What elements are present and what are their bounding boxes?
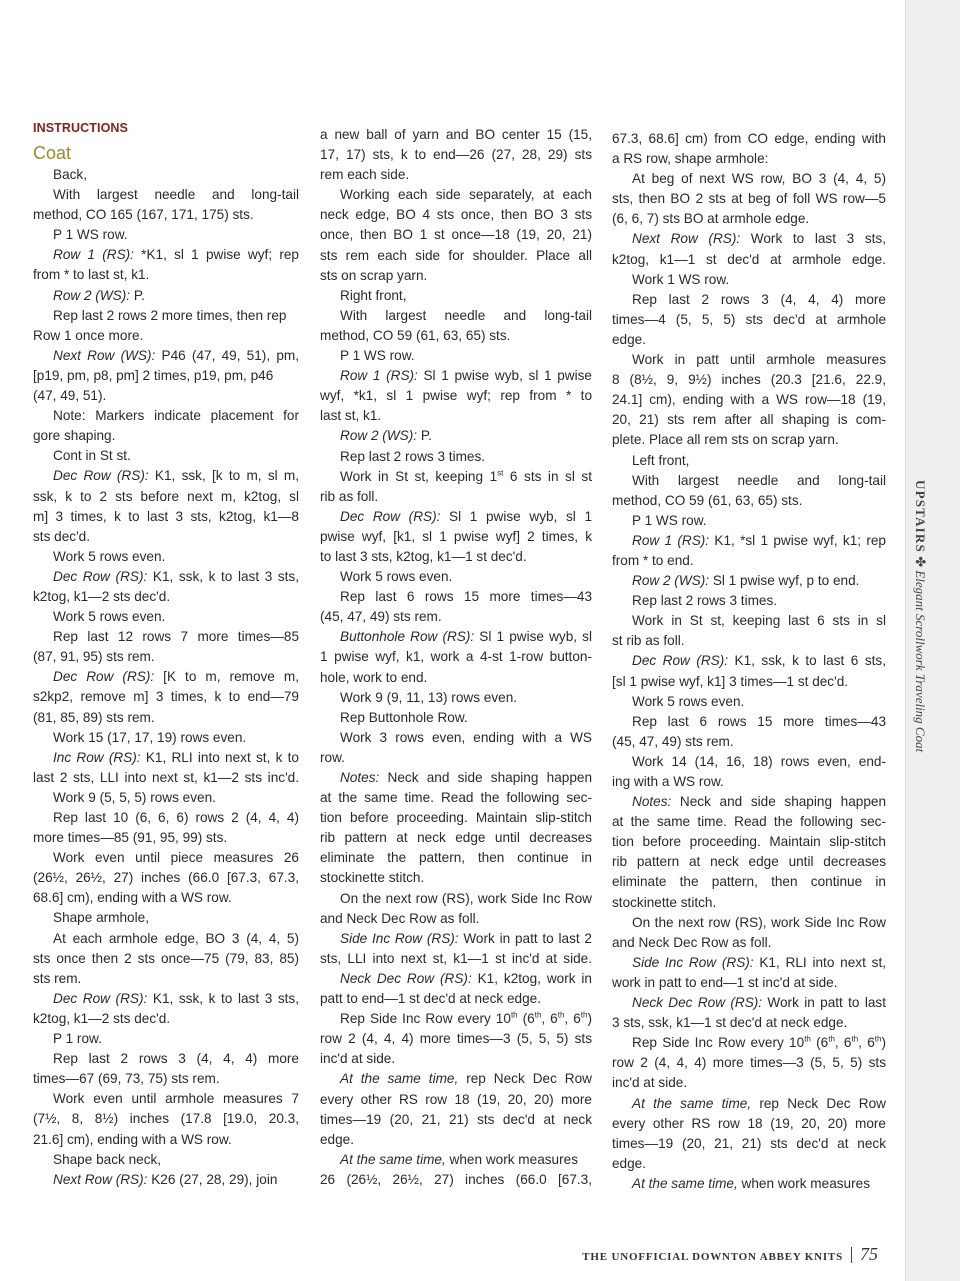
- text-line: eliminate the pattern, then continue in: [320, 850, 592, 866]
- text-line: Work in St st, keeping 1st 6 sts in sl st: [340, 468, 592, 484]
- text-line: a RS row, shape armhole:: [612, 151, 769, 167]
- text-line: and Neck Dec Row as foll.: [320, 910, 480, 926]
- text-line: 20, 21) sts rem after all shaping is com-: [612, 412, 886, 428]
- text-line: Row 1 (RS): *K1, sl 1 pwise wyf; rep: [53, 247, 299, 263]
- text-line: rib pattern at neck edge until decreases: [612, 854, 886, 870]
- text-line: Rep last 2 rows 2 more times, then rep: [53, 307, 287, 323]
- text-line: once, then BO 1 st once—18 (19, 20, 21): [320, 227, 592, 243]
- text-line: at the same time. Read the following sec-: [612, 814, 886, 830]
- text-line: Dec Row (RS): [K to m, remove m,: [53, 669, 299, 685]
- text-line: edge.: [320, 1131, 355, 1147]
- text-line: plete. Place all rem sts on scrap yarn.: [612, 432, 839, 448]
- text-line: ing with a WS row.: [612, 774, 724, 789]
- text-line: Rep last 2 rows 3 (4, 4, 4) more: [53, 1051, 299, 1067]
- side-title-part2: Elegant Scrollwork Traveling Coat: [913, 570, 928, 753]
- text-line: Shape back neck,: [53, 1151, 162, 1167]
- text-line: Work 9 (9, 11, 13) rows even.: [340, 689, 518, 705]
- text-line: Work 9 (5, 5, 5) rows even.: [53, 789, 216, 805]
- text-line: Buttonhole Row (RS): Sl 1 pwise wyb, sl: [340, 629, 592, 645]
- text-line: Note: Markers indicate placement for: [53, 408, 299, 424]
- text-line: gore shaping.: [33, 428, 116, 444]
- text-line: With largest needle and long-tail: [340, 307, 592, 323]
- text-column-2: [320, 125, 592, 1190]
- text-line: 21.6] cm), ending with a WS row.: [33, 1131, 232, 1147]
- text-line: [sl 1 pwise wyf, k1] 3 times—1 st dec'd.: [612, 673, 849, 689]
- text-line: Side Inc Row (RS): K1, RLI into next st,: [632, 954, 886, 970]
- text-line: pwise wyf, [k1, sl 1 pwise wyf] 2 times, k: [320, 528, 592, 544]
- text-line: Right front,: [340, 287, 407, 303]
- text-line: Rep last 12 rows 7 more times—85: [53, 629, 299, 645]
- text-line: Work in patt until armhole measures: [632, 352, 886, 368]
- text-line: Dec Row (RS): K1, ssk, k to last 3 sts,: [53, 990, 299, 1006]
- text-line: last st, k1.: [320, 408, 382, 424]
- text-line: method, CO 165 (167, 171, 175) sts.: [33, 207, 254, 223]
- text-line: (7½, 8, 8½) inches (17.8 [19.0, 20.3,: [33, 1111, 299, 1127]
- text-line: 68.6] cm), ending with a WS row.: [33, 890, 232, 906]
- text-line: 8 (8½, 9, 9½) inches (20.3 [21.6, 22.9,: [612, 372, 886, 388]
- text-line: Row 1 (RS): Sl 1 pwise wyb, sl 1 pwise: [340, 368, 592, 384]
- text-line: Rep last 6 rows 15 more times—43: [340, 589, 592, 605]
- text-line: Rep last 2 rows 3 times.: [340, 448, 486, 464]
- text-line: P 1 row.: [53, 1031, 102, 1047]
- text-line: Neck Dec Row (RS): Work in patt to last: [632, 995, 886, 1011]
- text-line: Notes: Neck and side shaping happen: [340, 770, 592, 785]
- text-line: method, CO 59 (61, 63, 65) sts.: [612, 492, 803, 508]
- text-line: Work 5 rows even.: [340, 569, 453, 585]
- text-line: at the same time. Read the following sec-: [320, 790, 592, 806]
- text-line: Dec Row (RS): K1, ssk, k to last 6 sts,: [632, 653, 886, 669]
- text-line: row 2 (4, 4, 4) more times—3 (5, 5, 5) sts: [320, 1031, 592, 1047]
- footer-book-title: THE UNOFFICIAL DOWNTON ABBEY KNITS: [582, 1251, 843, 1263]
- text-line: sts on scrap yarn.: [320, 267, 428, 283]
- text-line: inc'd at side.: [612, 1075, 688, 1091]
- text-line: ssk, k to 2 sts before next m, k2tog, sl: [33, 488, 299, 504]
- text-line: sts rem each side for shoulder. Place all: [320, 247, 592, 263]
- text-line: With largest needle and long-tail: [632, 472, 886, 488]
- side-title-part1: UPSTAIRS: [913, 480, 928, 553]
- text-line: stockinette stitch.: [320, 870, 425, 886]
- text-line: 24.1] cm), ending with a WS row—18 (19,: [612, 392, 886, 408]
- text-line: and Neck Dec Row as foll.: [612, 934, 772, 950]
- text-line: Row 2 (WS): P.: [53, 287, 145, 303]
- text-line: Work 1 WS row.: [632, 271, 730, 287]
- text-line: [p19, pm, p8, pm] 2 times, p19, pm, p46: [33, 367, 274, 383]
- text-line: Row 2 (WS): Sl 1 pwise wyf, p to end.: [632, 573, 860, 589]
- text-line: Work 15 (17, 17, 19) rows even.: [53, 729, 247, 745]
- text-line: Work 5 rows even.: [53, 609, 166, 625]
- text-line: edge.: [612, 1155, 647, 1171]
- text-line: sts, LLI into next st, k1—1 st inc'd at side.: [320, 950, 592, 966]
- text-line: Rep Side Inc Row every 10th (6th, 6th, 6th): [632, 1034, 886, 1051]
- text-line: Row 1 (RS): K1, *sl 1 pwise wyf, k1; rep: [632, 532, 886, 548]
- text-column-3: [612, 129, 886, 1194]
- text-line: Dec Row (RS): Sl 1 pwise wyb, sl 1: [340, 508, 593, 524]
- text-line: edge.: [612, 331, 647, 347]
- text-line: Left front,: [632, 452, 690, 468]
- text-line: (45, 47, 49) sts rem.: [612, 733, 734, 749]
- ornament-icon: ✤: [913, 556, 928, 568]
- text-line: sts, then BO 2 sts at beg of foll WS row—5: [612, 191, 886, 207]
- text-line: Rep last 2 rows 3 (4, 4, 4) more: [632, 291, 886, 307]
- text-line: P 1 WS row.: [340, 348, 415, 364]
- text-line: Inc Row (RS): K1, RLI into next st, k to: [53, 749, 299, 765]
- text-line: work in patt to end—1 st inc'd at side.: [612, 974, 838, 990]
- text-line: st rib as foll.: [612, 633, 685, 649]
- text-line: 17, 17) sts, k to end—26 (27, 28, 29) sts: [320, 147, 592, 163]
- text-line: 1 pwise wyf, k1, work a 4-st 1-row button-: [320, 649, 592, 665]
- text-line: Dec Row (RS): K1, ssk, k to last 3 sts,: [53, 568, 299, 584]
- text-line: At the same time, rep Neck Dec Row: [632, 1095, 886, 1111]
- text-line: more times—85 (91, 95, 99) sts.: [33, 830, 228, 846]
- text-line: P 1 WS row.: [632, 512, 707, 528]
- text-line: With largest needle and long-tail: [53, 187, 299, 203]
- text-line: Rep last 6 rows 15 more times—43: [632, 713, 886, 729]
- text-line: Work even until piece measures 26: [53, 850, 299, 866]
- text-column-1: [33, 165, 299, 1190]
- text-line: wyf, *k1, sl 1 pwise wyf; rep from * to: [320, 388, 592, 404]
- text-line: Cont in St st.: [53, 448, 131, 464]
- text-line: eliminate the pattern, then continue in: [612, 874, 886, 890]
- text-line: every other RS row 18 (19, 20, 20) more: [612, 1115, 886, 1131]
- text-line: (47, 49, 51).: [33, 388, 107, 404]
- text-line: sts rem.: [33, 970, 82, 986]
- text-line: At the same time, when work measures: [340, 1151, 578, 1167]
- text-line: Next Row (WS): P46 (47, 49, 51), pm,: [53, 347, 299, 363]
- text-line: Row 2 (WS): P.: [340, 428, 432, 444]
- text-line: k2tog, k1—2 sts dec'd.: [33, 1010, 171, 1026]
- text-line: a new ball of yarn and BO center 15 (15,: [320, 127, 592, 142]
- text-line: patt to end—1 st dec'd at neck edge.: [320, 991, 541, 1007]
- text-line: Work in St st, keeping last 6 sts in sl: [632, 613, 886, 629]
- text-line: 26 (26½, 26½, 27) inches (66.0 [67.3,: [320, 1171, 592, 1187]
- text-line: every other RS row 18 (19, 20, 20) more: [320, 1091, 592, 1107]
- page-footer: [582, 1244, 878, 1265]
- text-line: rib as foll.: [320, 488, 379, 504]
- text-line: Rep Buttonhole Row.: [340, 709, 468, 725]
- text-line: from * to end.: [612, 552, 694, 568]
- text-line: rem each side.: [320, 167, 410, 183]
- text-line: tion before proceeding. Maintain slip-stitch: [320, 810, 592, 826]
- text-line: (6, 6, 7) sts BO at armhole edge.: [612, 211, 810, 227]
- text-line: tion before proceeding. Maintain slip-stitch: [612, 834, 886, 850]
- text-line: to last 3 sts, k2tog, k1—1 st dec'd.: [320, 548, 527, 564]
- text-line: Rep last 2 rows 3 times.: [632, 593, 778, 609]
- text-line: Next Row (RS): Work to last 3 sts,: [632, 231, 886, 247]
- text-line: Neck Dec Row (RS): K1, k2tog, work in: [340, 970, 592, 986]
- text-line: rib pattern at neck edge until decreases: [320, 830, 592, 846]
- text-line: P 1 WS row.: [53, 227, 128, 243]
- text-line: inc'd at side.: [320, 1051, 396, 1067]
- text-line: Side Inc Row (RS): Work in patt to last 2: [340, 930, 592, 946]
- text-line: (45, 47, 49) sts rem.: [320, 609, 442, 625]
- text-line: Work even until armhole measures 7: [53, 1091, 299, 1107]
- text-line: (87, 91, 95) sts rem.: [33, 649, 155, 665]
- text-line: m] 3 times, k to last 3 sts, k2tog, k1—8: [33, 508, 299, 524]
- text-line: stockinette stitch.: [612, 894, 717, 910]
- text-line: Notes: Neck and side shaping happen: [632, 794, 886, 810]
- text-line: Working each side separately, at each: [340, 187, 592, 203]
- text-line: Shape armhole,: [53, 910, 149, 926]
- text-line: from * to last st, k1.: [33, 267, 150, 283]
- text-line: method, CO 59 (61, 63, 65) sts.: [320, 327, 511, 343]
- text-line: (26½, 26½, 27) inches (66.0 [67.3, 67.3,: [33, 870, 299, 886]
- text-line: k2tog, k1—2 sts dec'd.: [33, 588, 171, 604]
- text-line: neck edge, BO 4 sts once, then BO 3 sts: [320, 207, 592, 223]
- text-line: hole, work to end.: [320, 669, 428, 685]
- text-line: times—19 (20, 21, 21) sts dec'd at neck: [320, 1111, 592, 1127]
- text-line: row 2 (4, 4, 4) more times—3 (5, 5, 5) sts: [612, 1055, 886, 1071]
- text-line: At beg of next WS row, BO 3 (4, 4, 5): [632, 171, 886, 187]
- text-line: Rep last 10 (6, 6, 6) rows 2 (4, 4, 4): [53, 810, 299, 825]
- text-line: sts once then 2 sts once—75 (79, 83, 85): [33, 950, 299, 966]
- text-line: Work 5 rows even.: [53, 548, 166, 564]
- text-line: times—19 (20, 21, 21) sts dec'd at neck: [612, 1135, 886, 1151]
- text-line: On the next row (RS), work Side Inc Row: [340, 890, 592, 906]
- page-number: 75: [860, 1244, 878, 1264]
- text-line: Work 3 rows even, ending with a WS: [340, 729, 592, 745]
- text-line: At the same time, when work measures: [632, 1175, 870, 1191]
- text-line: 3 sts, ssk, k1—1 st dec'd at neck edge.: [612, 1015, 848, 1031]
- subsection-heading: Coat: [33, 143, 72, 163]
- text-line: times—4 (5, 5, 5) sts dec'd at armhole: [612, 311, 886, 327]
- running-side-title: [898, 480, 928, 820]
- text-line: On the next row (RS), work Side Inc Row: [632, 914, 886, 930]
- text-line: Dec Row (RS): K1, ssk, [k to m, sl m,: [53, 468, 300, 484]
- text-line: s2kp2, remove m] 3 times, k to end—79: [33, 689, 299, 705]
- section-heading: INSTRUCTIONS: [33, 121, 128, 135]
- text-line: At each armhole edge, BO 3 (4, 4, 5): [53, 930, 299, 946]
- text-line: Rep Side Inc Row every 10th (6th, 6th, 6th): [340, 1010, 592, 1027]
- text-line: Work 5 rows even.: [632, 693, 745, 709]
- text-line: Next Row (RS): K26 (27, 28, 29), join: [53, 1171, 278, 1187]
- text-line: (81, 85, 89) sts rem.: [33, 709, 155, 725]
- text-line: At the same time, rep Neck Dec Row: [340, 1071, 593, 1087]
- text-line: k2tog, k1—1 st dec'd at armhole edge.: [612, 251, 886, 267]
- footer-divider: [851, 1247, 852, 1263]
- text-line: times—67 (69, 73, 75) sts rem.: [33, 1071, 220, 1087]
- text-line: Row 1 once more.: [33, 327, 144, 343]
- text-line: 67.3, 68.6] cm) from CO edge, ending with: [612, 131, 886, 146]
- text-line: row.: [320, 749, 345, 765]
- text-line: Work 14 (14, 16, 18) rows even, end-: [632, 753, 886, 769]
- text-line: last 2 sts, LLI into next st, k1—2 sts inc'd.: [33, 769, 299, 785]
- text-line: Back,: [53, 167, 87, 182]
- text-line: sts dec'd.: [33, 528, 90, 544]
